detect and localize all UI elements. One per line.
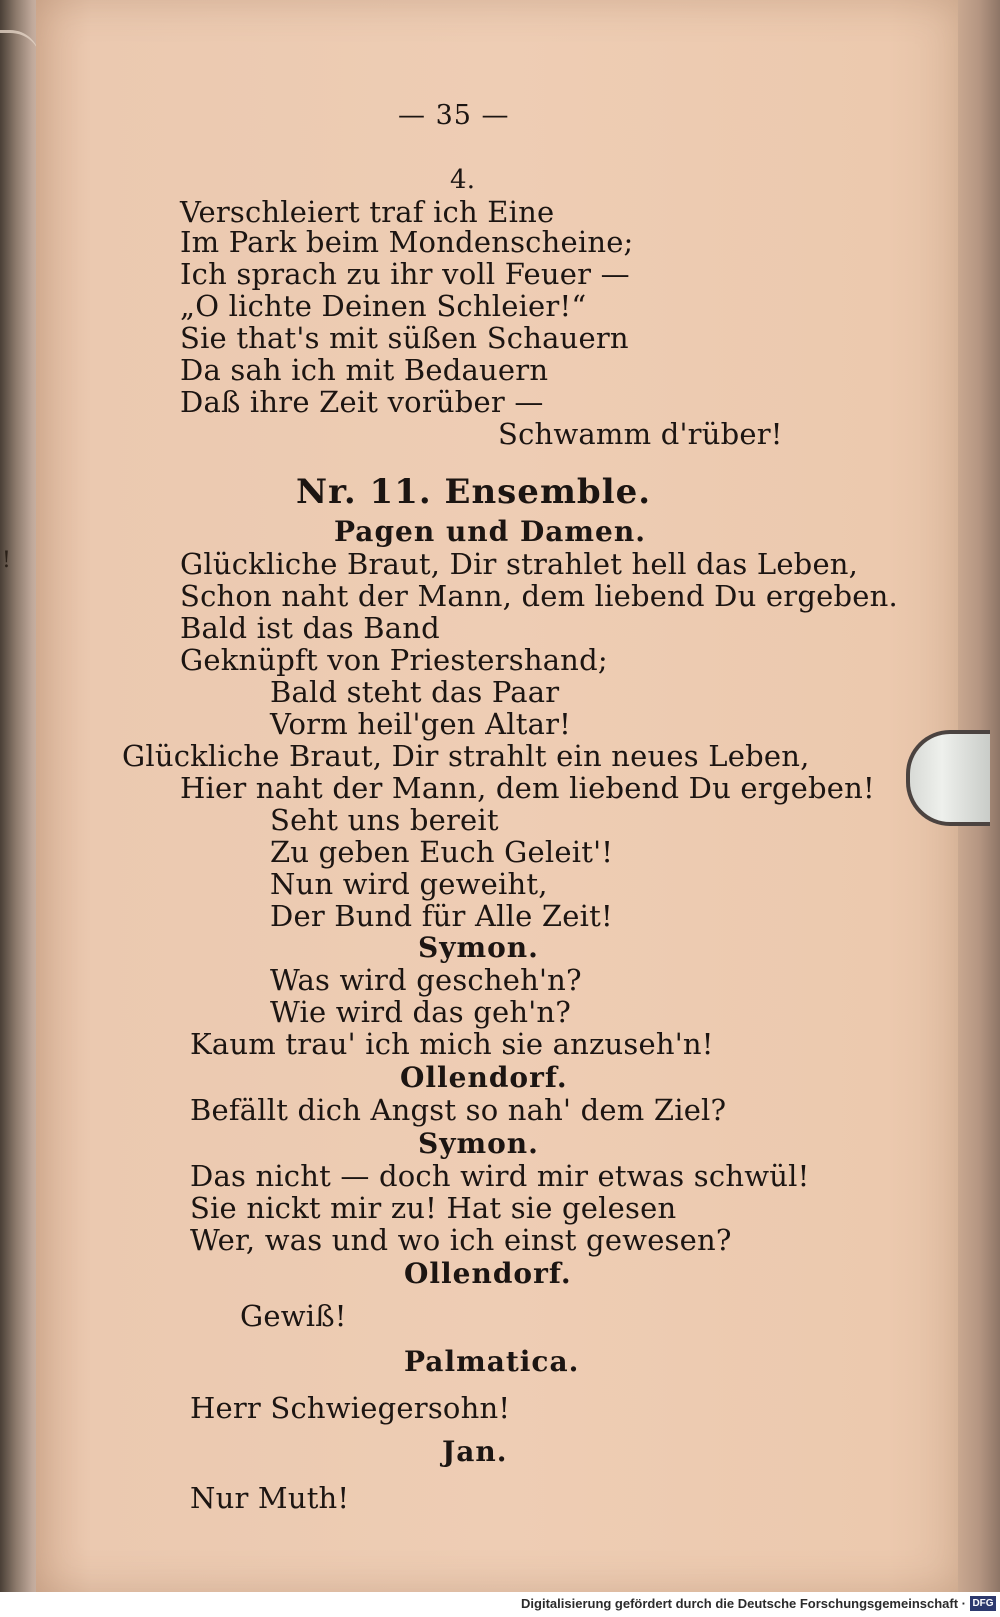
speaker-name: Symon. — [418, 931, 539, 964]
lyric-line: Nur Muth! — [190, 1481, 350, 1515]
speaker-name: Jan. — [442, 1435, 508, 1468]
verse-line: Im Park beim Mondenscheine; — [180, 225, 634, 259]
lyric-line: Der Bund für Alle Zeit! — [270, 899, 613, 933]
verse-line: Verschleiert traf ich Eine — [180, 195, 555, 229]
verse-line: Ich sprach zu ihr voll Feuer — — [180, 257, 630, 291]
lyric-line: Kaum trau' ich mich sie anzuseh'n! — [190, 1027, 714, 1061]
lyric-line: Herr Schwiegersohn! — [190, 1391, 511, 1425]
lyric-line: Sie nickt mir zu! Hat sie gelesen — [190, 1191, 677, 1225]
lyric-line: Nun wird geweiht, — [270, 867, 548, 901]
lyric-line: Glückliche Braut, Dir strahlet hell das Leben, — [180, 547, 859, 581]
spine-mark: ! — [2, 548, 11, 573]
speaker-name: Symon. — [418, 1127, 539, 1160]
footer-bar — [0, 1592, 1000, 1617]
verse-line: Sie that's mit süßen Schauern — [180, 321, 629, 355]
lyric-line: Vorm heil'gen Altar! — [270, 707, 571, 741]
lyric-line: Wie wird das geh'n? — [270, 995, 572, 1029]
lyric-line: Bald steht das Paar — [270, 675, 560, 709]
speaker-name: Palmatica. — [404, 1345, 580, 1378]
verse-line-refrain: Schwamm d'rüber! — [498, 417, 783, 451]
lyric-line: Befällt dich Angst so nah' dem Ziel? — [190, 1093, 727, 1127]
lyric-line: Was wird gescheh'n? — [270, 963, 582, 997]
lyric-line: Zu geben Euch Geleit'! — [270, 835, 614, 869]
speaker-name: Ollendorf. — [400, 1061, 568, 1094]
lyric-line: Schon naht der Mann, dem liebend Du ergeben. — [180, 579, 898, 613]
lyric-line: Gewiß! — [240, 1299, 347, 1333]
lyric-line: Das nicht — doch wird mir etwas schwül! — [190, 1159, 810, 1193]
verse-number: 4. — [450, 165, 476, 195]
lyric-line: Bald ist das Band — [180, 611, 440, 645]
verse-line: Da sah ich mit Bedauern — [180, 353, 549, 387]
verse-line: Daß ihre Zeit vorüber — — [180, 385, 544, 419]
lyric-line: Geknüpft von Priestershand; — [180, 643, 608, 677]
lyric-line: Wer, was und wo ich einst gewesen? — [190, 1223, 732, 1257]
lyric-line: Seht uns bereit — [270, 803, 499, 837]
footer-credit: Digitalisierung gefördert durch die Deutsche Forschungsgemeinschaft · — [521, 1596, 966, 1611]
lyric-line: Hier naht der Mann, dem liebend Du ergeben! — [180, 771, 875, 805]
speaker-name: Pagen und Damen. — [334, 515, 646, 548]
dfg-logo: DFG — [970, 1596, 996, 1611]
lyric-line: Glückliche Braut, Dir strahlt ein neues Leben, — [122, 739, 810, 773]
page-number: — 35 — — [398, 100, 510, 131]
section-title: Nr. 11. Ensemble. — [296, 472, 652, 512]
speaker-name: Ollendorf. — [404, 1257, 572, 1290]
verse-line: „O lichte Deinen Schleier!“ — [180, 289, 587, 323]
